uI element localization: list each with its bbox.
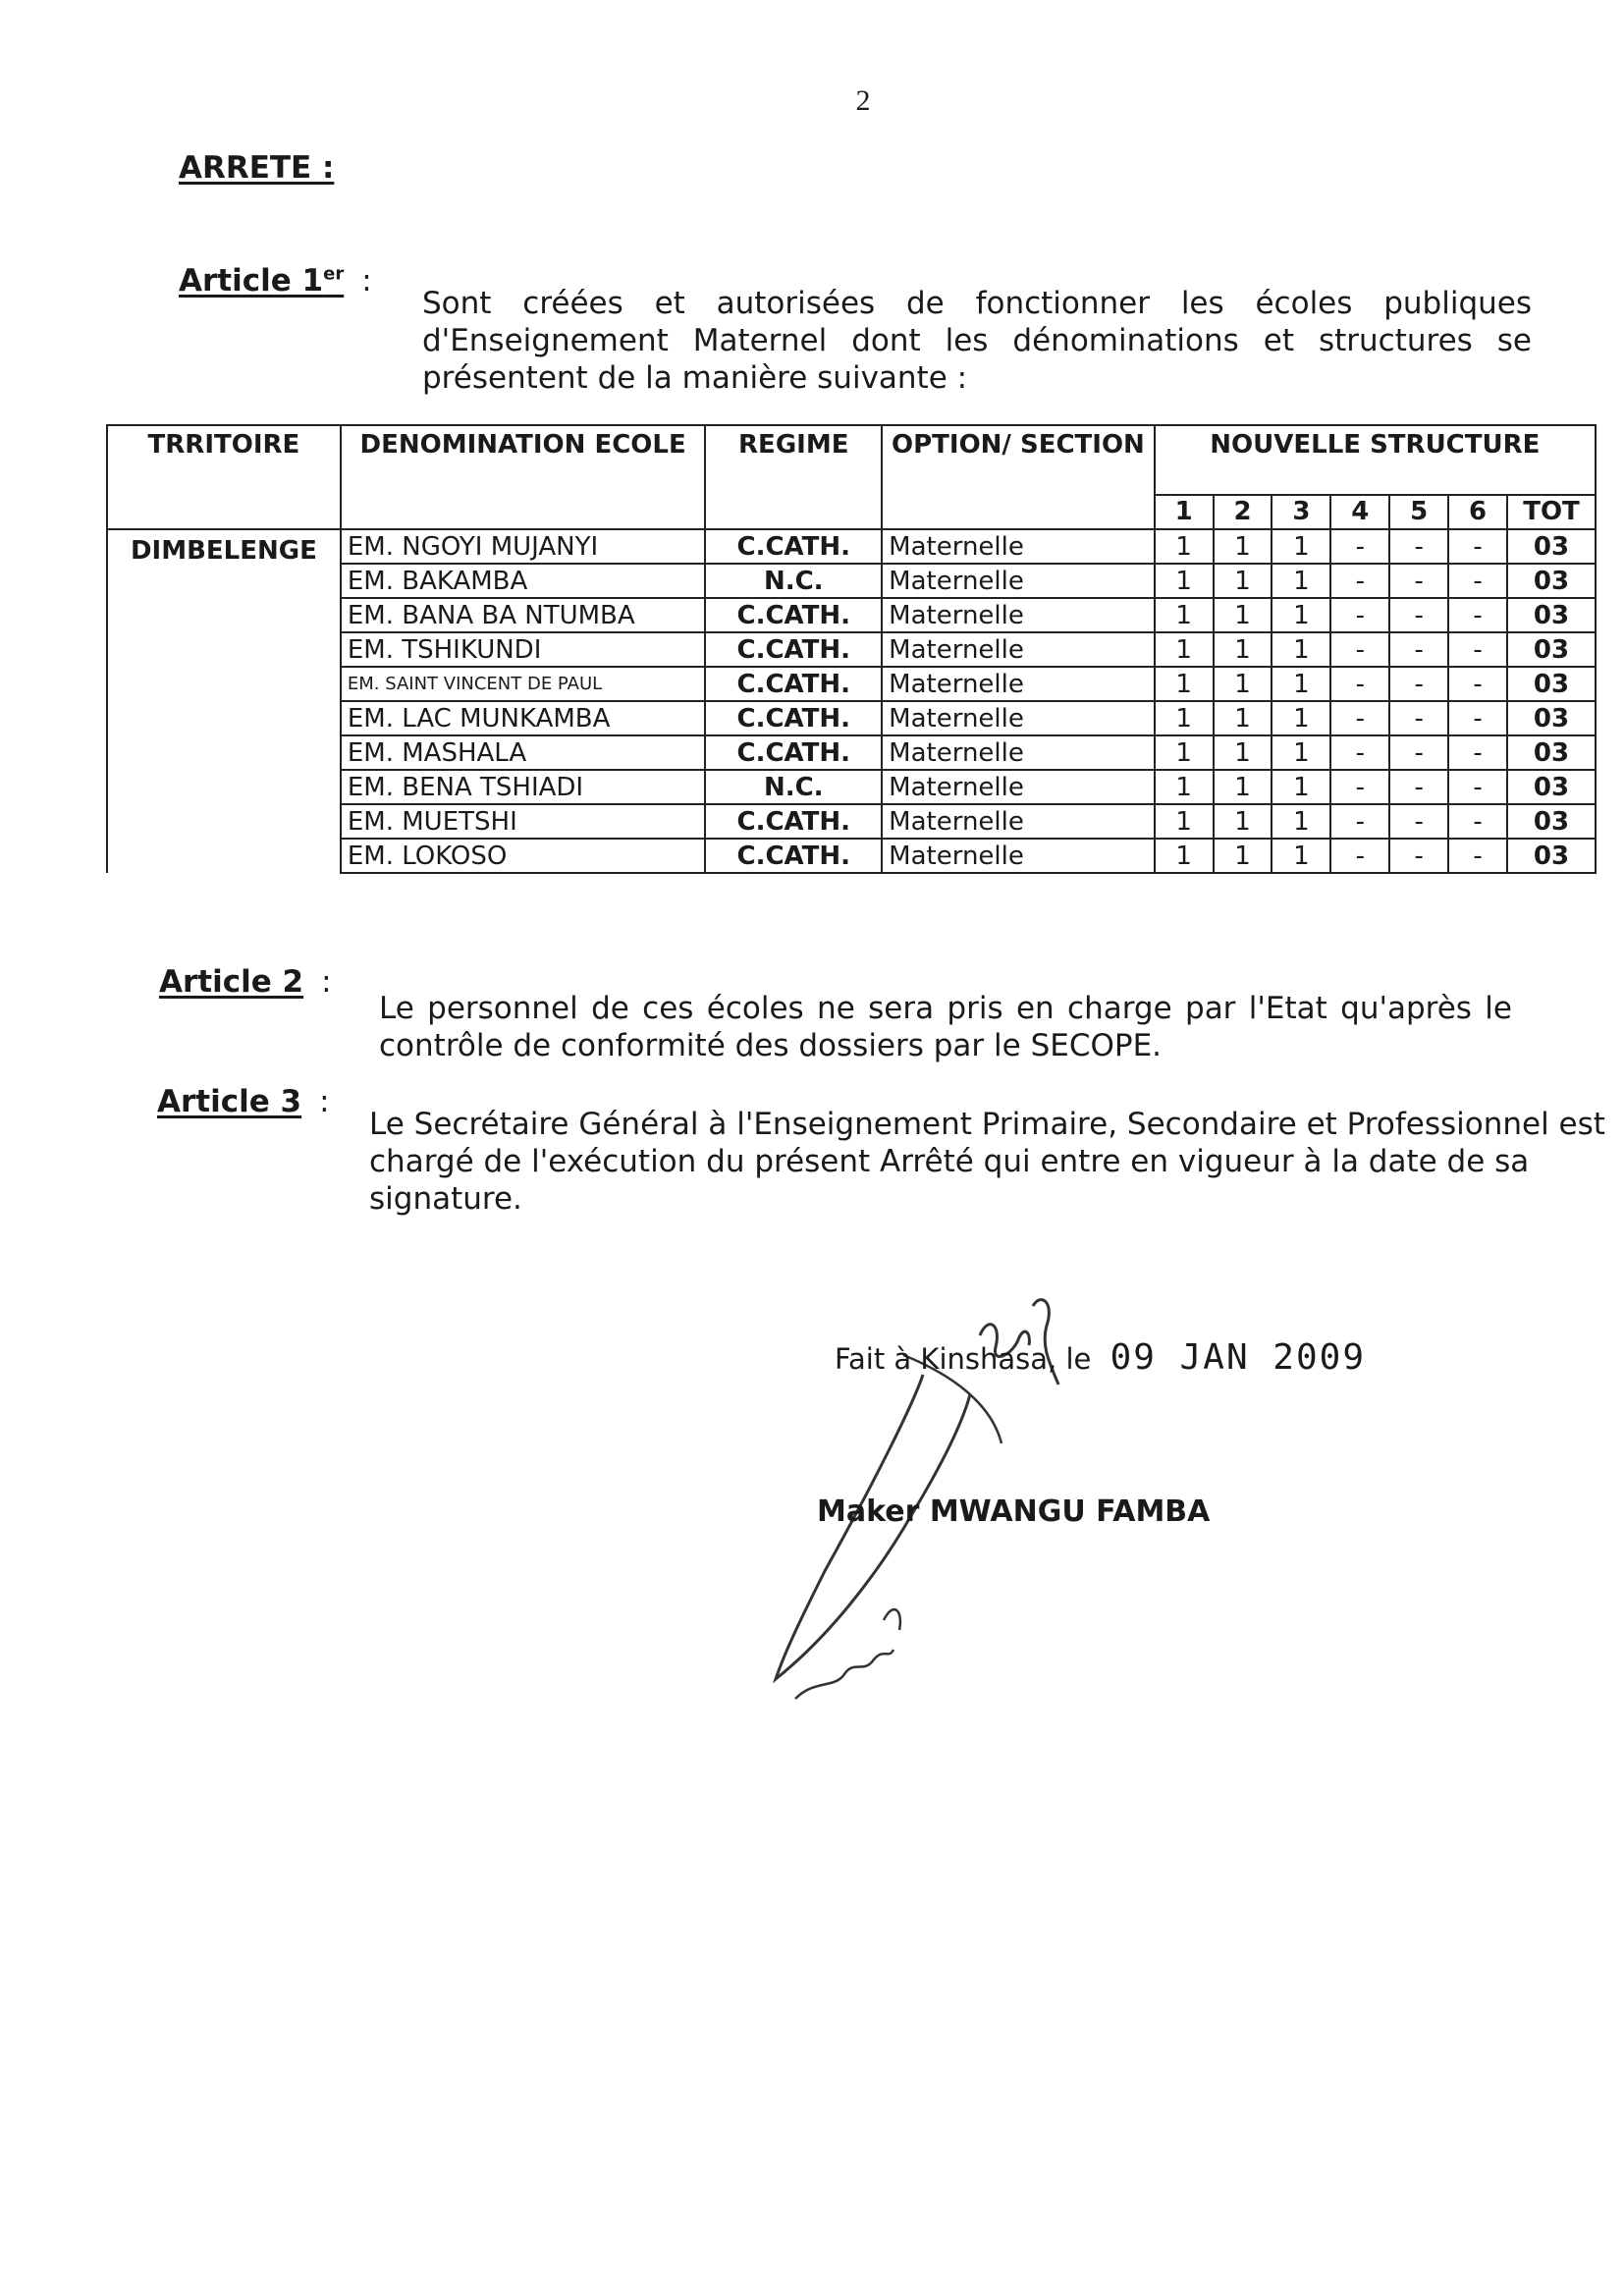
class-3: 1 <box>1272 701 1330 735</box>
class-2: 1 <box>1214 804 1272 839</box>
school-regime: C.CATH. <box>705 667 882 701</box>
school-name: EM. NGOYI MUJANYI <box>341 529 706 564</box>
class-3: 1 <box>1272 529 1330 564</box>
school-regime: N.C. <box>705 770 882 804</box>
class-5: - <box>1389 529 1448 564</box>
school-option: Maternelle <box>882 598 1155 632</box>
class-1: 1 <box>1155 839 1214 873</box>
school-option: Maternelle <box>882 735 1155 770</box>
class-4: - <box>1330 839 1389 873</box>
class-3: 1 <box>1272 598 1330 632</box>
class-6: - <box>1448 529 1507 564</box>
class-6: - <box>1448 839 1507 873</box>
class-1: 1 <box>1155 667 1214 701</box>
subheader-1: 1 <box>1155 495 1214 529</box>
class-6: - <box>1448 598 1507 632</box>
page-number: 2 <box>855 84 871 117</box>
class-4: - <box>1330 632 1389 667</box>
article-3-line-2: chargé de l'exécution du présent Arrêté qui entre en vigueur à la date de sa <box>369 1144 1530 1179</box>
class-total: 03 <box>1507 770 1596 804</box>
header-structure: NOUVELLE STRUCTURE <box>1155 425 1596 495</box>
class-total: 03 <box>1507 564 1596 598</box>
header-denomination: DENOMINATION ECOLE <box>341 425 706 529</box>
territory-cell: DIMBELENGE <box>107 529 341 873</box>
article-1-label: Article 1er : <box>179 263 372 299</box>
school-name: EM. MASHALA <box>341 735 706 770</box>
class-2: 1 <box>1214 529 1272 564</box>
class-4: - <box>1330 667 1389 701</box>
table-row <box>107 529 1596 564</box>
class-3: 1 <box>1272 804 1330 839</box>
class-6: - <box>1448 701 1507 735</box>
date-stamp: 09 JAN 2009 <box>1110 1337 1366 1378</box>
school-regime: C.CATH. <box>705 598 882 632</box>
schools-table <box>106 424 1597 874</box>
school-regime: C.CATH. <box>705 839 882 873</box>
class-total: 03 <box>1507 804 1596 839</box>
school-regime: C.CATH. <box>705 735 882 770</box>
signatory-name: Maker MWANGU FAMBA <box>817 1494 1211 1529</box>
school-option: Maternelle <box>882 701 1155 735</box>
school-name: EM. SAINT VINCENT DE PAUL <box>341 667 706 701</box>
class-1: 1 <box>1155 735 1214 770</box>
class-4: - <box>1330 701 1389 735</box>
school-option: Maternelle <box>882 632 1155 667</box>
class-5: - <box>1389 598 1448 632</box>
subheader-tot: TOT <box>1507 495 1596 529</box>
place-date-prefix: Fait à Kinshasa, le <box>835 1342 1092 1376</box>
class-total: 03 <box>1507 632 1596 667</box>
article-2-line-1: Le personnel de ces écoles ne sera pris en charge par l'Etat qu'après le <box>379 991 1512 1026</box>
class-total: 03 <box>1507 667 1596 701</box>
class-6: - <box>1448 804 1507 839</box>
subheader-3: 3 <box>1272 495 1330 529</box>
class-total: 03 <box>1507 735 1596 770</box>
class-5: - <box>1389 839 1448 873</box>
class-2: 1 <box>1214 598 1272 632</box>
header-territoire: TRRITOIRE <box>107 425 341 529</box>
class-5: - <box>1389 701 1448 735</box>
subheader-6: 6 <box>1448 495 1507 529</box>
class-2: 1 <box>1214 735 1272 770</box>
class-5: - <box>1389 632 1448 667</box>
school-regime: C.CATH. <box>705 804 882 839</box>
school-option: Maternelle <box>882 667 1155 701</box>
class-1: 1 <box>1155 701 1214 735</box>
article-3-label: Article 3 : <box>157 1084 330 1119</box>
class-6: - <box>1448 632 1507 667</box>
school-option: Maternelle <box>882 804 1155 839</box>
class-4: - <box>1330 804 1389 839</box>
school-regime: C.CATH. <box>705 632 882 667</box>
school-name: EM. BANA BA NTUMBA <box>341 598 706 632</box>
article-1-line-1: Sont créées et autorisées de fonctionner les écoles publiques <box>422 286 1532 321</box>
subheader-4: 4 <box>1330 495 1389 529</box>
class-total: 03 <box>1507 529 1596 564</box>
class-5: - <box>1389 564 1448 598</box>
class-total: 03 <box>1507 701 1596 735</box>
class-4: - <box>1330 735 1389 770</box>
school-name: EM. BENA TSHIADI <box>341 770 706 804</box>
school-option: Maternelle <box>882 839 1155 873</box>
class-2: 1 <box>1214 770 1272 804</box>
class-2: 1 <box>1214 839 1272 873</box>
school-option: Maternelle <box>882 529 1155 564</box>
class-1: 1 <box>1155 598 1214 632</box>
article-1-line-3: présentent de la manière suivante : <box>422 360 968 396</box>
school-name: EM. MUETSHI <box>341 804 706 839</box>
school-option: Maternelle <box>882 770 1155 804</box>
class-3: 1 <box>1272 564 1330 598</box>
class-1: 1 <box>1155 564 1214 598</box>
class-3: 1 <box>1272 839 1330 873</box>
place-date <box>835 1337 1366 1378</box>
class-3: 1 <box>1272 632 1330 667</box>
class-6: - <box>1448 667 1507 701</box>
school-regime: N.C. <box>705 564 882 598</box>
class-5: - <box>1389 770 1448 804</box>
article-1-label-text: Article 1er <box>179 263 345 299</box>
class-1: 1 <box>1155 632 1214 667</box>
class-total: 03 <box>1507 598 1596 632</box>
school-option: Maternelle <box>882 564 1155 598</box>
school-name: EM. LOKOSO <box>341 839 706 873</box>
school-name: EM. LAC MUNKAMBA <box>341 701 706 735</box>
header-option: OPTION/ SECTION <box>882 425 1155 529</box>
school-name: EM. TSHIKUNDI <box>341 632 706 667</box>
class-6: - <box>1448 735 1507 770</box>
class-6: - <box>1448 564 1507 598</box>
article-3-line-1: Le Secrétaire Général à l'Enseignement Primaire, Secondaire et Professionnel est <box>369 1107 1605 1142</box>
class-total: 03 <box>1507 839 1596 873</box>
article-2-label: Article 2 : <box>159 964 332 1000</box>
class-2: 1 <box>1214 701 1272 735</box>
class-4: - <box>1330 564 1389 598</box>
class-2: 1 <box>1214 667 1272 701</box>
school-regime: C.CATH. <box>705 529 882 564</box>
arrete-heading: ARRETE : <box>179 150 335 186</box>
class-5: - <box>1389 667 1448 701</box>
class-3: 1 <box>1272 735 1330 770</box>
subheader-2: 2 <box>1214 495 1272 529</box>
class-5: - <box>1389 804 1448 839</box>
class-3: 1 <box>1272 667 1330 701</box>
class-3: 1 <box>1272 770 1330 804</box>
school-name: EM. BAKAMBA <box>341 564 706 598</box>
class-2: 1 <box>1214 564 1272 598</box>
class-4: - <box>1330 770 1389 804</box>
class-6: - <box>1448 770 1507 804</box>
article-3-line-3: signature. <box>369 1181 522 1217</box>
article-2-line-2: contrôle de conformité des dossiers par le SECOPE. <box>379 1028 1163 1063</box>
table-header-row <box>107 425 1596 495</box>
class-1: 1 <box>1155 804 1214 839</box>
class-1: 1 <box>1155 529 1214 564</box>
class-4: - <box>1330 529 1389 564</box>
class-1: 1 <box>1155 770 1214 804</box>
article-1-line-2: d'Enseignement Maternel dont les dénominations et structures se <box>422 323 1532 358</box>
class-4: - <box>1330 598 1389 632</box>
class-5: - <box>1389 735 1448 770</box>
school-regime: C.CATH. <box>705 701 882 735</box>
header-regime: REGIME <box>705 425 882 529</box>
subheader-5: 5 <box>1389 495 1448 529</box>
class-2: 1 <box>1214 632 1272 667</box>
